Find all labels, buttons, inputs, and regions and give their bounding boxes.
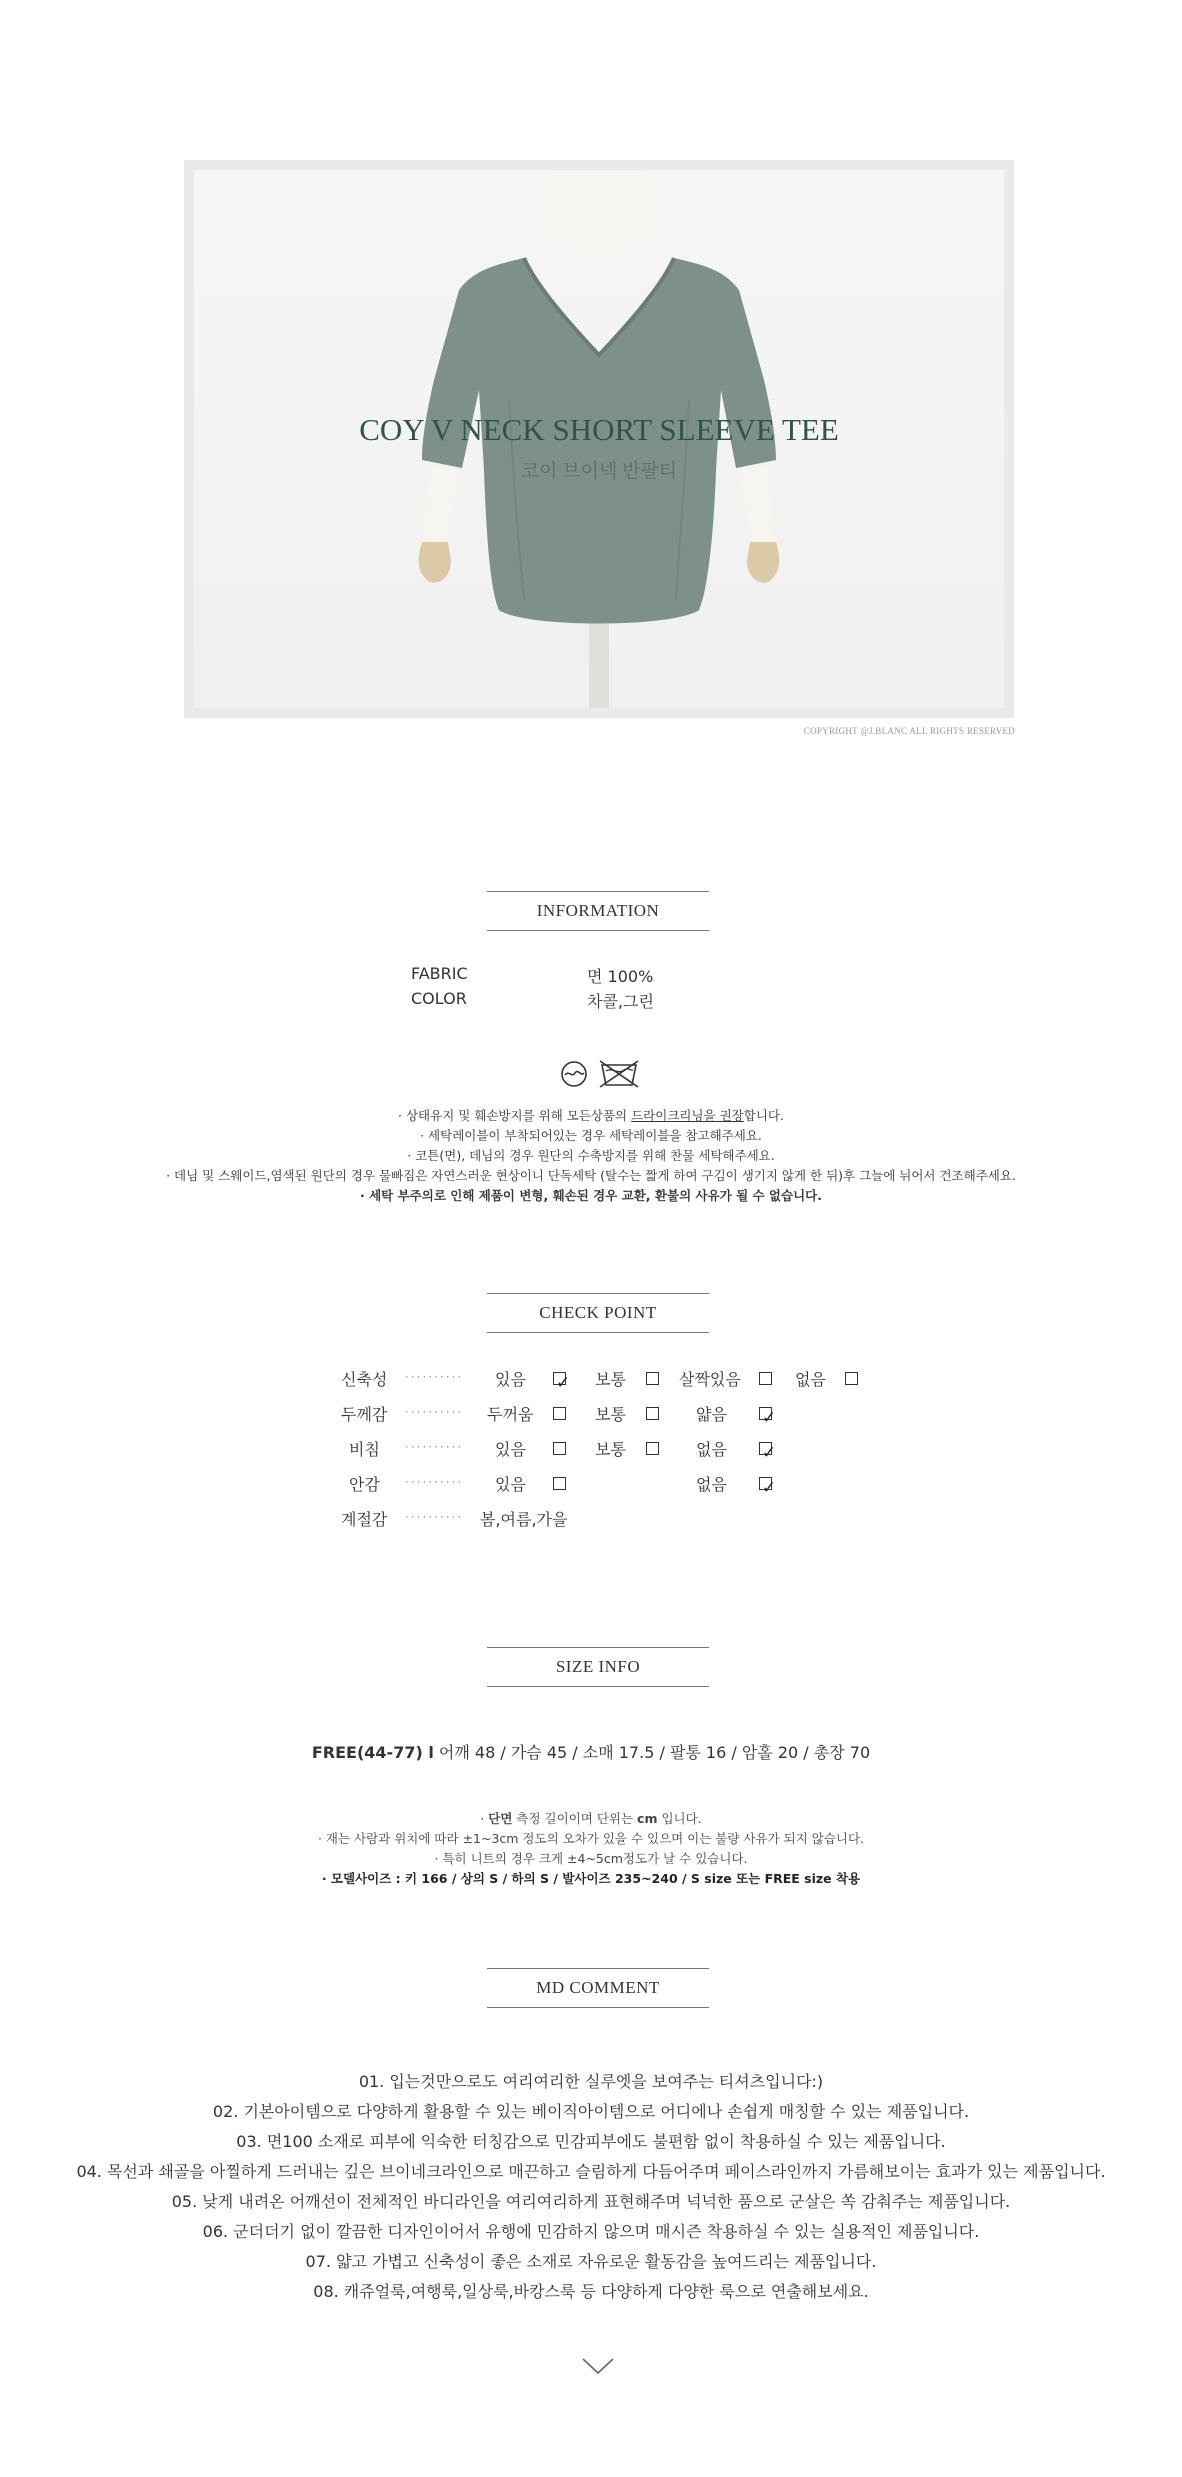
- size-info-heading: SIZE INFO: [487, 1647, 709, 1687]
- size-measurements: FREE(44-77) l 어깨 48 / 가슴 45 / 소매 17.5 / 팔통 16 / 암홀 20 / 총장 70: [311, 1743, 871, 1762]
- checkbox: [553, 1407, 566, 1420]
- checkbox: [759, 1372, 772, 1385]
- product-hero-image: [184, 160, 1014, 718]
- md-comment-line: 01. 입는것만으로도 여리여리한 실루엣을 보여주는 티셔츠입니다:): [358, 2072, 824, 2091]
- fabric-label: FABRIC: [411, 964, 468, 983]
- no-tumble-dry-icon: [600, 1061, 638, 1087]
- model-size-note: · 모델사이즈 : 키 166 / 상의 S / 하의 S / 발사이즈 235~240 / S size 또는 FREE size 착용: [321, 1871, 861, 1886]
- checkbox: [646, 1372, 659, 1385]
- md-comment-line: 05. 낮게 내려온 어깨선이 전체적인 바디라인을 여리여리하게 표현해주며 넉넉한 품으로 군살은 쏙 감춰주는 제품입니다.: [171, 2192, 1011, 2211]
- product-subtitle: 코이 브이넥 반팔티: [520, 461, 678, 482]
- checkpoint-row-season: 계절감 ·········· 봄,여름,가을: [341, 1510, 568, 1529]
- care-line-5: · 세탁 부주의로 인해 제품이 변형, 훼손된 경우 교환, 환불의 사유가 될 수 없습니다.: [360, 1188, 822, 1203]
- color-value: 차콜,그린: [587, 992, 654, 1011]
- checkpoint-row-elasticity: 신축성 ·········· 있음 ✓ 보통 살짝있음 없음: [0, 1367, 1182, 1391]
- checkbox: [646, 1442, 659, 1455]
- care-line-1: · 상태유지 및 훼손방지를 위해 모든상품의 드라이크리닝을 권장합니다.: [398, 1108, 784, 1123]
- md-comment-heading: MD COMMENT: [487, 1968, 709, 2008]
- md-comment-line: 06. 군더더기 없이 깔끔한 디자인이어서 유행에 민감하지 않으며 매시즌 착용하실 수 있는 실용적인 제품입니다.: [202, 2222, 980, 2241]
- size-note-2: · 재는 사람과 위치에 따라 ±1~3cm 정도의 오차가 있을 수 있으며 이는 불량 사유가 되지 않습니다.: [317, 1831, 865, 1846]
- care-icons: [560, 1057, 640, 1091]
- md-comment-line: 04. 목선과 쇄골을 아찔하게 드러내는 깊은 브이네크라인으로 매끈하고 슬림하게 다듬어주며 페이스라인까지 가름해보이는 효과가 있는 제품입니다.: [76, 2162, 1106, 2181]
- md-comment-line: 07. 얇고 가볍고 신축성이 좋은 소재로 자유로운 활동감을 높여드리는 제품입니다.: [305, 2252, 877, 2271]
- md-comment-line: 08. 캐쥬얼룩,여행룩,일상룩,바캉스룩 등 다양하게 다양한 룩으로 연출해보세요.: [313, 2282, 869, 2301]
- checkbox: [646, 1407, 659, 1420]
- information-heading: INFORMATION: [487, 891, 709, 931]
- checkbox: [553, 1442, 566, 1455]
- checkbox: [553, 1477, 566, 1490]
- care-line-2: · 세탁레이블이 부착되어있는 경우 세탁레이블을 참고해주세요.: [420, 1128, 762, 1143]
- checkbox-checked: ✓: [759, 1477, 772, 1490]
- checkpoint-row-lining: 안감 ·········· 있음 없음 ✓: [349, 1475, 777, 1498]
- product-title: COY V NECK SHORT SLEEVE TEE: [359, 412, 839, 447]
- md-comment-line: 03. 면100 소재로 피부에 익숙한 터칭감으로 민감피부에도 불편함 없이 착용하실 수 있는 제품입니다.: [236, 2132, 946, 2151]
- chevron-down-icon: [581, 2356, 615, 2376]
- size-note-3: · 특히 니트의 경우 크게 ±4~5cm정도가 날 수 있습니다.: [434, 1851, 748, 1866]
- size-note-1: · 단면 측정 길이이며 단위는 cm 입니다.: [480, 1811, 702, 1826]
- checkpoint-row-thickness: 두께감 ·········· 두꺼움 보통 얇음 ✓: [341, 1405, 777, 1428]
- checkpoint-row-sheerness: 비침 ·········· 있음 보통 없음 ✓: [349, 1440, 777, 1463]
- color-label: COLOR: [411, 989, 467, 1008]
- md-comment-line: 02. 기본아이템으로 다양하게 활용할 수 있는 베이직아이템으로 어디에나 손쉽게 매칭할 수 있는 제품입니다.: [212, 2102, 970, 2121]
- checkpoint-heading: CHECK POINT: [487, 1293, 709, 1333]
- fabric-value: 면 100%: [587, 967, 654, 986]
- checkbox-checked: ✓: [759, 1407, 772, 1420]
- checkbox-checked: ✓: [553, 1372, 566, 1385]
- checkbox-checked: ✓: [759, 1442, 772, 1455]
- hand-wash-icon: [562, 1062, 586, 1086]
- care-line-4: · 데님 및 스웨이드,염색된 원단의 경우 물빠짐은 자연스러운 현상이니 단독세탁 (탈수는 짧게 하여 구김이 생기지 않게 한 뒤)후 그늘에 뉘어서 건조해주세요.: [166, 1168, 1016, 1183]
- copyright-text: COPYRIGHT @J.BLANC ALL RIGHTS RESERVED: [803, 726, 1015, 736]
- checkbox: [845, 1372, 858, 1385]
- care-line-3: · 코튼(면), 데님의 경우 원단의 수축방지를 위해 찬물 세탁해주세요.: [407, 1148, 775, 1163]
